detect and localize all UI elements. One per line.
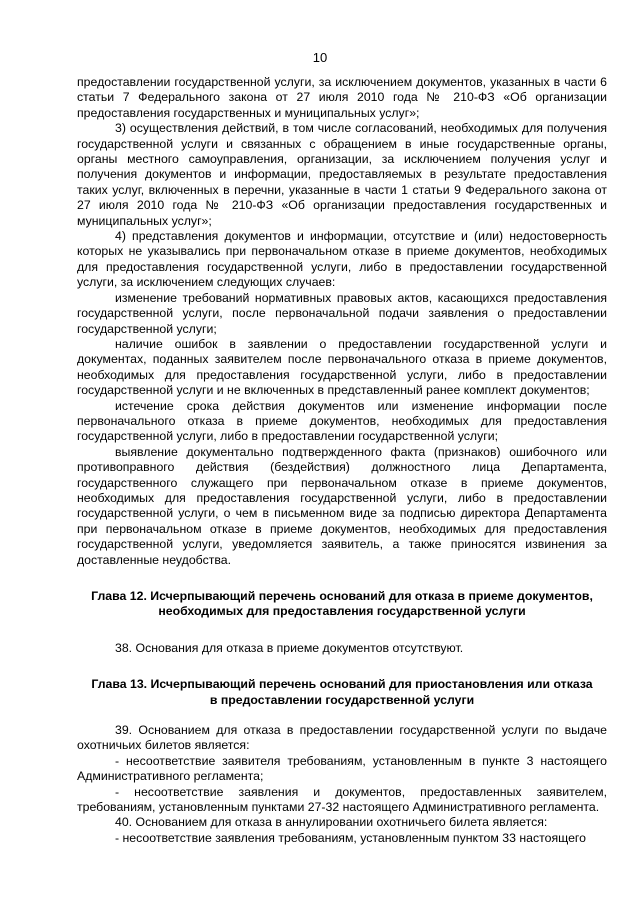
paragraph: предоставлении государственной услуги, за исключением документов, указанных в части 6 статьи 7 Федерального закона от 27 июля 2010 года № 210-ФЗ «Об организации предоставления государственных и муниципальных услуг»; — [77, 75, 607, 120]
chapter-12-heading — [77, 589, 607, 620]
paragraph: наличие ошибок в заявлении о предоставлении государственной услуги и документах, поданных заявителем после первоначального отказа в приеме документов, необходимых для предоставления государственной услуги, либо в предоставлении государственной услуги и не включенных в представленный ранее комплект документов; — [77, 336, 607, 398]
paragraph: истечение срока действия документов или изменение информации после первоначального отказа в приеме документов, необходимых для предоставления государственной услуги, либо в предоставлении государственной услуги; — [77, 398, 607, 444]
paragraph: выявление документально подтвержденного факта (признаков) ошибочного или противоправного действия (бездействия) должностного лица Департамента, государственного служащего при первоначальном отказе в приеме документов, необходимых для предоставления государственной услуги, либо в предоставлении государственной услуги, о чем в письменном виде за подписью директора Департамента при первоначальном отказе в приеме документов, необходимых для предоставления государственной услуги, уведомляется заявитель, а также приносятся извинения за доставленные неудобства. — [77, 444, 607, 567]
document-body — [77, 75, 607, 846]
paragraph: изменение требований нормативных правовых актов, касающихся предоставления государственной услуги, после первоначальной подачи заявления о предоставлении государственной услуги; — [77, 290, 607, 336]
paragraph: 40. Основанием для отказа в аннулировании охотничьего билета является: — [115, 815, 548, 830]
chapter-13-heading — [77, 677, 607, 708]
paragraph: 4) представления документов и информации, отсутствие и (или) недостоверность которых не указывались при первоначальном отказе в приеме документов, необходимых для предоставления государственной услуги, либо в предоставлении государственной услуги, за исключением следующих случаев: — [77, 229, 607, 290]
heading-line: Глава 12. Исчерпывающий перечень оснований для отказа в приеме документов, — [91, 589, 593, 603]
list-item: - несоответствие заявления требованиям, установленным пунктом 33 настоящего — [115, 830, 586, 845]
list-item: - несоответствие заявителя требованиям, установленным в пункте 3 настоящего Административного регламента; — [77, 753, 607, 784]
paragraph: 3) осуществления действий, в том числе согласований, необходимых для получения государственной услуги и связанных с обращением в иные государственные органы, органы местного самоуправления, организации, за исключением получения услуг и получения документов и информации, предоставляемых в результате предоставления таких услуг, включенных в перечни, указанные в части 1 статьи 9 Федерального закона от 27 июля 2010 года № 210-ФЗ «Об организации предоставления государственных и муниципальных услуг»; — [77, 121, 607, 228]
heading-line: Глава 13. Исчерпывающий перечень оснований для приостановления или отказа — [91, 677, 593, 692]
heading-line: необходимых для предоставления государственной услуги — [158, 604, 526, 619]
paragraph: 39. Основанием для отказа в предоставлении государственной услуги по выдаче охотничьих билетов является: — [77, 723, 607, 753]
page-number: 10 — [312, 50, 328, 65]
heading-line: в предоставлении государственной услуги — [209, 692, 475, 707]
list-item: - несоответствие заявления и документов, предоставленных заявителем, требованиям, установленным пунктами 27-32 настоящего Административного регламента. — [77, 784, 607, 815]
paragraph: 38. Основания для отказа в приеме документов отсутствуют. — [115, 640, 464, 655]
